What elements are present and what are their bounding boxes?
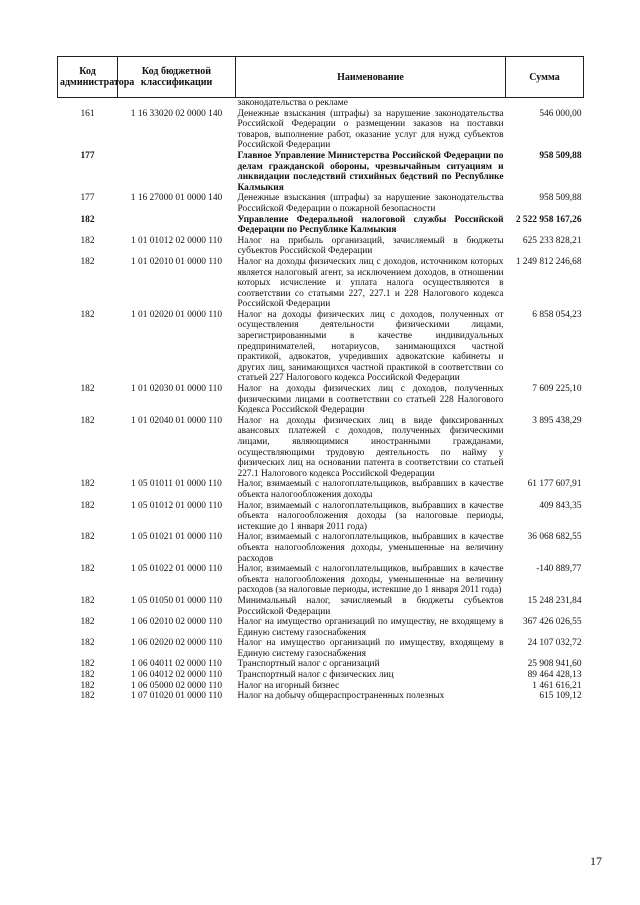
budget-code-cell: 1 06 05000 02 0000 110 — [130, 680, 223, 691]
header-sum: Сумма — [506, 57, 584, 98]
sum-cell: 61 177 607,91 — [527, 479, 582, 490]
table-row — [58, 638, 584, 659]
table-row — [58, 659, 584, 670]
header-admin-code: Код администратора — [58, 57, 118, 98]
name-cell: Денежные взыскания (штрафы) за нарушение законодательства Российской Федерации о размещении заказов на поставки товаров, выполнение работ, оказание услуг для нужд субъектов Российской Федерации — [237, 108, 504, 151]
table-row — [58, 670, 584, 681]
table-row — [58, 151, 584, 193]
budget-code-cell: 1 01 02040 01 0000 110 — [130, 415, 223, 426]
sum-cell: 1 461 616,21 — [532, 680, 582, 691]
table-row — [58, 109, 584, 151]
budget-code-cell: 1 07 01020 01 0000 110 — [130, 691, 223, 702]
table-row — [58, 596, 584, 617]
admin-code-cell: 182 — [80, 617, 95, 628]
name-cell: Налог на доходы физических лиц в виде фиксированных авансовых платежей с доходов, полученных физическими лицами, являющимися иностранными гражданами, осуществляющими трудовую деятельность по найму у физических лиц на основании патента в соответствии со статьей 227.1 Налогового кодекса Российской Федерации — [237, 415, 504, 479]
sum-cell: 546 000,00 — [539, 108, 582, 119]
name-cell: Налог на добычу общераспространенных полезных — [237, 691, 445, 702]
admin-code-cell: 177 — [80, 150, 95, 161]
table-row — [58, 98, 584, 109]
admin-code-cell: 161 — [80, 108, 95, 119]
sum-cell: 24 107 032,72 — [527, 638, 582, 649]
table-row — [58, 416, 584, 480]
admin-code-cell: 182 — [80, 564, 95, 575]
name-cell: Денежные взыскания (штрафы) за нарушение законодательства Российской Федерации о пожарной безопасности — [237, 193, 504, 214]
sum-cell: -140 889,77 — [536, 564, 582, 575]
name-cell: Минимальный налог, зачисляемый в бюджеты субъектов Российской Федерации — [237, 595, 504, 617]
admin-code-cell — [58, 98, 118, 109]
table-row — [58, 193, 584, 214]
sum-cell — [506, 98, 584, 109]
sum-cell: 615 109,12 — [539, 691, 582, 702]
name-cell: Налог на доходы физических лиц с доходов, источником которых является налоговый агент, за исключением доходов, в отношении которых исчисление и уплата налога осуществляются в соответствии со статьями 227, 227.1 и 228 Налогового кодекса Российской Федерации — [237, 256, 504, 310]
table-row — [58, 257, 584, 310]
document-sheet — [57, 56, 583, 702]
sum-cell: 3 895 438,29 — [532, 415, 582, 426]
admin-code-cell: 182 — [80, 309, 95, 320]
name-cell: Управление Федеральной налоговой службы Российской Федерации по Республике Калмыкия — [237, 214, 504, 236]
budget-code-cell: 1 05 01022 01 0000 110 — [130, 564, 223, 575]
sum-cell: 409 843,35 — [539, 500, 582, 511]
page-number: 17 — [590, 854, 602, 868]
name-cell: Налог на доходы физических лиц с доходов, полученных от осуществления деятельности физическими лицами, зарегистрированными в качестве индивидуальных предпринимателей, нотариусов, занимающихся частной практикой, адвокатов, учредивших адвокатские кабинеты и других лиц, занимающихся частной практикой в соответствии со статьей 227 Налогового кодекса Российской Федерации — [237, 309, 504, 384]
admin-code-cell: 182 — [80, 384, 95, 395]
name-cell: Налог, взимаемый с налогоплательщиков, выбравших в качестве объекта налогообложения доходы, уменьшенные на величину расходов — [237, 532, 504, 564]
name-cell: Налог на имущество организаций по имуществу, входящему в Единую систему газоснабжения — [237, 638, 504, 659]
table-row — [58, 479, 584, 500]
sum-cell: 958 509,88 — [539, 193, 582, 204]
budget-code-cell: 1 01 02010 01 0000 110 — [130, 256, 223, 267]
name-cell: Налог на имущество организаций по имуществу, не входящему в Единую систему газоснабжения — [237, 617, 504, 638]
budget-code-cell — [118, 151, 236, 193]
admin-code-cell: 182 — [80, 595, 95, 606]
admin-code-cell: 182 — [80, 256, 95, 267]
sum-cell: 6 858 054,23 — [532, 309, 582, 320]
name-cell: Транспортный налог с организаций — [237, 659, 380, 670]
header-name: Наименование — [236, 57, 506, 98]
name-cell: Налог на прибыль организаций, зачисляемый в бюджеты субъектов Российской Федерации — [237, 235, 504, 257]
name-cell: Налог, взимаемый с налогоплательщиков, выбравших в качестве объекта налогообложения доходы (за налоговые периоды, истекшие до 1 января 2011 года) — [237, 500, 504, 532]
admin-code-cell: 182 — [80, 670, 95, 681]
budget-code-cell: 1 01 02020 01 0000 110 — [130, 309, 223, 320]
table-row — [58, 236, 584, 257]
admin-code-cell: 182 — [80, 638, 95, 649]
name-cell: законодательства о рекламе — [237, 98, 348, 108]
budget-code-cell: 1 01 02030 01 0000 110 — [130, 384, 223, 395]
budget-code-cell: 1 06 02010 02 0000 110 — [130, 617, 223, 628]
sum-cell: 367 426 026,55 — [522, 617, 582, 628]
sum-cell: 625 233 828,21 — [522, 235, 582, 246]
budget-code-cell: 1 05 01021 01 0000 110 — [130, 532, 223, 543]
admin-code-cell: 182 — [80, 479, 95, 490]
admin-code-cell: 182 — [80, 691, 95, 702]
admin-code-cell: 182 — [80, 415, 95, 426]
name-cell: Налог на доходы физических лиц с доходов, полученных физическими лицами в соответствии со статьей 228 Налогового Кодекса Российской Федерации — [237, 384, 504, 416]
admin-code-cell: 182 — [80, 532, 95, 543]
name-cell: Налог, взимаемый с налогоплательщиков, выбравших в качестве объекта налогообложения доходы, уменьшенные на величину расходов (за налоговые периоды, истекшие до 1 января 2011 года) — [237, 564, 504, 596]
table-row — [58, 384, 584, 416]
table-body — [58, 98, 584, 702]
sum-cell: 89 464 428,13 — [527, 670, 582, 681]
admin-code-cell: 182 — [80, 659, 95, 670]
name-cell: Главное Управление Министерства Российской Федерации по делам гражданской обороны, чрезвычайным ситуациям и ликвидации последствий стихийных бедствий по Республике Калмыкия — [237, 150, 504, 193]
budget-code-cell: 1 16 33020 02 0000 140 — [130, 108, 223, 119]
name-cell: Налог, взимаемый с налогоплательщиков, выбравших в качестве объекта налогообложения доходы — [237, 479, 504, 500]
admin-code-cell: 182 — [80, 214, 95, 225]
admin-code-cell: 182 — [80, 680, 95, 691]
header-budget-code: Код бюджетной классификации — [118, 57, 236, 98]
budget-code-cell: 1 05 01012 01 0000 110 — [130, 500, 223, 511]
sum-cell: 1 249 812 246,68 — [515, 256, 582, 267]
sum-cell: 25 908 941,60 — [527, 659, 582, 670]
budget-code-cell: 1 05 01011 01 0000 110 — [131, 479, 222, 490]
table-row — [58, 691, 584, 702]
budget-code-cell: 1 06 04012 02 0000 110 — [130, 670, 223, 681]
revenue-table — [57, 56, 584, 702]
table-row — [58, 501, 584, 533]
sum-cell: 2 522 958 167,26 — [515, 214, 582, 225]
admin-code-cell: 182 — [80, 235, 95, 246]
table-row — [58, 681, 584, 692]
admin-code-cell: 182 — [80, 500, 95, 511]
table-row — [58, 532, 584, 564]
budget-code-cell: 1 06 02020 02 0000 110 — [130, 638, 223, 649]
budget-code-cell: 1 05 01050 01 0000 110 — [130, 595, 223, 606]
budget-code-cell: 1 06 04011 02 0000 110 — [131, 659, 222, 670]
budget-code-cell — [118, 215, 236, 236]
table-header-row — [58, 57, 584, 98]
sum-cell: 36 068 682,55 — [527, 532, 582, 543]
sum-cell: 15 248 231,84 — [527, 595, 582, 606]
budget-code-cell: 1 01 01012 02 0000 110 — [130, 235, 223, 246]
name-cell: Налог на игорный бизнес — [237, 680, 340, 691]
admin-code-cell: 177 — [80, 193, 95, 204]
budget-code-cell: 1 16 27000 01 0000 140 — [130, 193, 223, 204]
table-row — [58, 617, 584, 638]
table-row — [58, 310, 584, 384]
name-cell: Транспортный налог с физических лиц — [237, 670, 394, 681]
table-row — [58, 215, 584, 236]
sum-cell: 958 509,88 — [539, 150, 582, 161]
table-row — [58, 564, 584, 596]
sum-cell: 7 609 225,10 — [532, 384, 582, 395]
budget-code-cell — [118, 98, 236, 109]
